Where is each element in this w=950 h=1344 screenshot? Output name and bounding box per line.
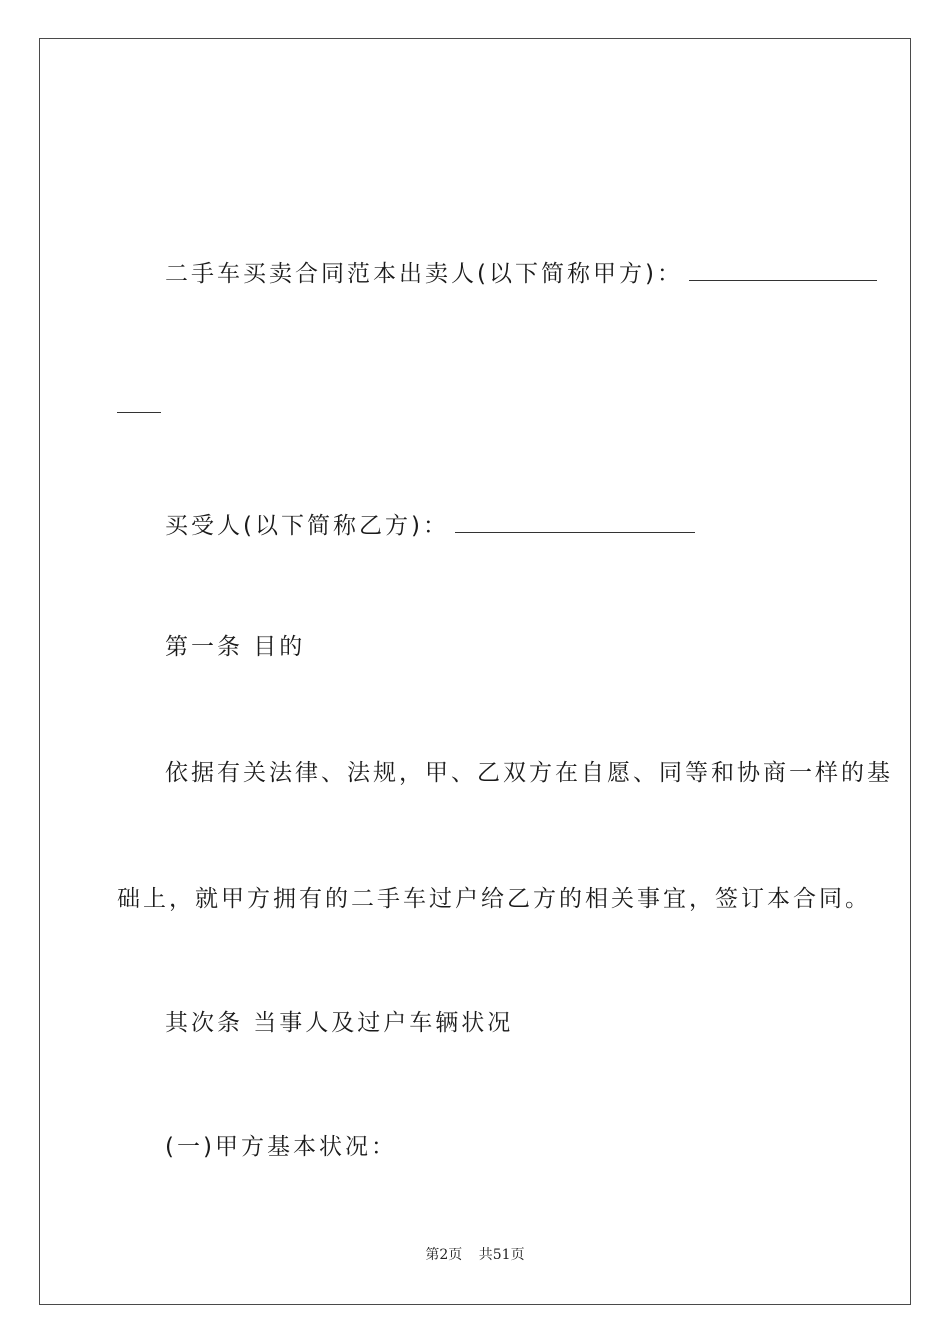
page-footer [0, 1245, 950, 1265]
article1-para-line1: 依据有关法律、法规，甲、乙双方在自愿、同等和协商一样的基 [165, 760, 893, 786]
page-total: 共51页 [478, 1247, 525, 1263]
buyer-blank [455, 510, 695, 533]
seller-blank [689, 258, 877, 281]
seller-blank-continuation [117, 390, 161, 421]
page-current: 第2页 [425, 1247, 463, 1263]
article1-para-line2: 础上，就甲方拥有的二手车过户给乙方的相关事宜，签订本合同。 [117, 886, 871, 912]
page-frame [39, 38, 911, 1305]
article2-heading: 其次条 当事人及过户车辆状况 [165, 1010, 514, 1036]
seller-blank-tail [117, 390, 161, 413]
article1-heading: 第一条 目的 [165, 634, 306, 660]
buyer-label: 买受人(以下简称乙方)： [165, 513, 449, 539]
sub-heading-1: (一)甲方基本状况： [165, 1134, 397, 1160]
seller-label: 二手车买卖合同范本出卖人(以下简称甲方)： [165, 261, 683, 287]
seller-line [165, 258, 877, 289]
buyer-line [165, 510, 695, 541]
